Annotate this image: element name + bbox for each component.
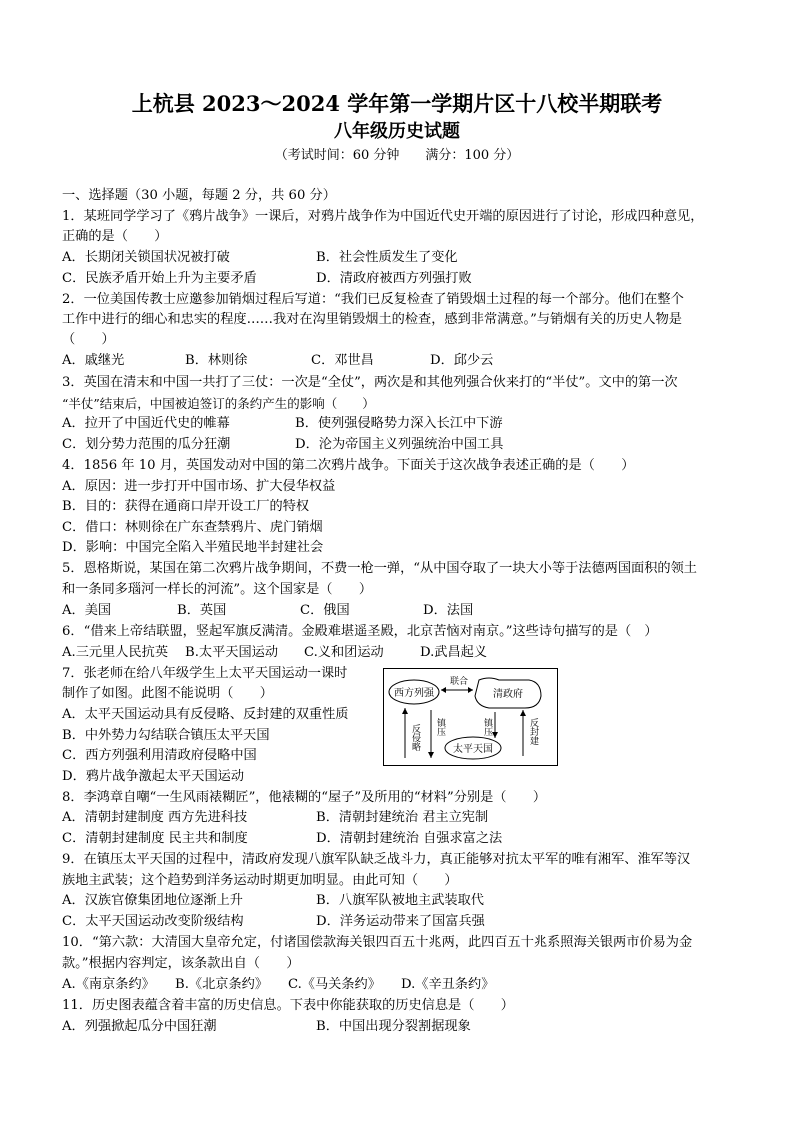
option-d: D．清政府被西方列强打败 xyxy=(316,271,472,286)
option-d: D．邱少云 xyxy=(430,353,494,368)
question-stem: 1．某班同学学习了《鸦片战争》一课后，对鸦片战争作为中国近代史开端的原因进行了讨论，形成四种意见， xyxy=(62,209,704,224)
option-b: B．八旗军队被地主武装取代 xyxy=(316,893,484,908)
option-b: B．中国出现分裂割据现象 xyxy=(316,1019,471,1034)
exam-info: （考试时间：60 分钟 满分：100 分） xyxy=(274,148,520,163)
option-a: A．美国 xyxy=(62,603,112,618)
option-c: C．邓世昌 xyxy=(311,353,374,368)
option-b: B.太平天国运动 xyxy=(185,645,279,660)
section-heading: 一、选择题（30 小题，每题 2 分，共 60 分） xyxy=(62,188,336,203)
option-a: A.《南京条约》 xyxy=(62,977,155,992)
option-b: B．英国 xyxy=(177,603,227,618)
option-c: C．俄国 xyxy=(300,603,350,618)
option-b: B．目的：获得在通商口岸开设工厂的特权 xyxy=(62,499,310,514)
option-d: D．洋务运动带来了国富兵强 xyxy=(316,914,485,929)
question-stem: 工作中进行的细心和忠实的程度……我对在沟里销毁烟土的检查，感到非常满意。”与销烟有关的历史人物是 xyxy=(62,312,682,327)
question-stem: 和一条同多瑙河一样长的河流”。这个国家是（ ） xyxy=(62,582,373,597)
option-c: C．西方列强利用清政府侵略中国 xyxy=(62,748,257,763)
question-stem: 3．英国在清末和中国一共打了三仗：一次是“全仗”，两次是和其他列强合伙来打的“半仗”。文中的第一次 xyxy=(62,375,678,390)
option-a: A．拉开了中国近代史的帷幕 xyxy=(62,416,230,431)
question-stem: 制作了如图。此图不能说明（ ） xyxy=(62,686,273,701)
question-stem: 4．1856 年 10 月，英国发动对中国的第二次鸦片战争。下面关于这次战争表述正确的是（ ） xyxy=(62,458,635,473)
question-stem: 10．“第六款：大清国大皇帝允定，付诸国偿款海关银四百五十兆两，此四百五十兆系照海关银两市价易为金 xyxy=(62,935,693,950)
question-stem: 6．“借来上帝结联盟，竖起军旗反满清。金殿难堪遥圣殿，北京苦恼对南京。”这些诗句描写的是（ ） xyxy=(62,624,658,639)
option-c: C.义和团运动 xyxy=(304,645,384,660)
option-c: C．清朝封建制度 民主共和制度 xyxy=(62,831,248,846)
western-powers-label: 西方列强 xyxy=(394,688,434,699)
option-a: A．长期闭关锁国状况被打破 xyxy=(62,250,230,265)
option-c: C．划分势力范围的瓜分狂潮 xyxy=(62,437,231,452)
option-c: C.《马关条约》 xyxy=(288,977,381,992)
exam-subtitle: 八年级历史试题 xyxy=(334,121,460,142)
suppress-right-label: 镇压 xyxy=(482,718,492,736)
question-stem: “半仗”结束后，中国被迫签订的条约产生的影响（ ） xyxy=(62,396,375,411)
anti-feudal-label: 反封建 xyxy=(528,718,538,745)
qing-government-label: 清政府 xyxy=(493,689,523,700)
option-d: D．清朝封建统治 自强求富之法 xyxy=(316,831,503,846)
question-stem: 款。”根据内容判定，该条款出自（ ） xyxy=(62,956,300,971)
option-b: B．中外势力勾结联合镇压太平天国 xyxy=(62,728,270,743)
option-a: A．汉族官僚集团地位逐渐上升 xyxy=(62,893,243,908)
question-stem: 5．恩格斯说，某国在第二次鸦片战争期间，不费一枪一弹，“从中国夺取了一块大小等于法德两国面积的领土 xyxy=(62,561,697,576)
question-stem: 正确的是（ ） xyxy=(62,229,168,244)
question-stem: 2．一位美国传教士应邀参加销烟过程后写道：“我们已反复检查了销毁烟土过程的每一个部分。他们在整个 xyxy=(62,292,684,307)
question-stem: 11．历史图表蕴含着丰富的历史信息。下表中你能获取的历史信息是（ ） xyxy=(62,998,514,1013)
option-b: B．林则徐 xyxy=(185,353,248,368)
question-stem: （ ） xyxy=(62,332,115,347)
option-b: B．社会性质发生了变化 xyxy=(316,250,458,265)
question-stem: 8．李鸿章自嘲“一生风雨裱糊匠”，他裱糊的“屋子”及所用的“材料”分别是（ ） xyxy=(62,790,547,805)
option-c: C．民族矛盾开始上升为主要矛盾 xyxy=(62,271,257,286)
suppress-left-label: 镇压 xyxy=(435,718,445,736)
option-d: D．法国 xyxy=(423,603,474,618)
option-a: A．列强掀起瓜分中国狂潮 xyxy=(62,1019,217,1034)
option-b: B．清朝封建统治 君主立宪制 xyxy=(316,810,489,825)
option-b: B.《北京条约》 xyxy=(175,977,269,992)
taiping-relationship-diagram xyxy=(383,668,558,766)
question-stem: 7．张老师在给八年级学生上太平天国运动一课时 xyxy=(62,666,348,681)
taiping-label: 太平天国 xyxy=(453,744,493,755)
question-stem: 族地主武装；这个趋势到洋务运动时期更加明显。由此可知（ ） xyxy=(62,873,458,888)
option-c: C．太平天国运动改变阶级结构 xyxy=(62,914,244,929)
option-a: A．原因：进一步打开中国市场、扩大侵华权益 xyxy=(62,479,336,494)
option-c: C．借口：林则徐在广东查禁鸦片、虎门销烟 xyxy=(62,520,323,535)
anti-aggression-label: 反侵略 xyxy=(410,724,420,751)
option-a: A．清朝封建制度 西方先进科技 xyxy=(62,810,248,825)
option-a: A.三元里人民抗英 xyxy=(62,645,169,660)
option-a: A．戚继光 xyxy=(62,353,125,368)
option-d: D.《辛丑条约》 xyxy=(401,977,495,992)
option-d: D.武昌起义 xyxy=(420,645,488,660)
collusion-label: 联合 xyxy=(449,677,469,687)
option-d: D．沦为帝国主义列强统治中国工具 xyxy=(295,437,504,452)
question-stem: 9．在镇压太平天国的过程中，清政府发现八旗军队缺乏战斗力，真正能够对抗太平军的唯有湘军、淮军等汉 xyxy=(62,852,691,867)
option-a: A．太平天国运动具有反侵略、反封建的双重性质 xyxy=(62,707,349,722)
option-d: D．鸦片战争激起太平天国运动 xyxy=(62,769,245,784)
exam-title: 上杭县 2023～2024 学年第一学期片区十八校半期联考 xyxy=(131,91,663,116)
option-d: D．影响：中国完全陷入半殖民地半封建社会 xyxy=(62,540,324,555)
option-b: B．使列强侵略势力深入长江中下游 xyxy=(295,416,503,431)
